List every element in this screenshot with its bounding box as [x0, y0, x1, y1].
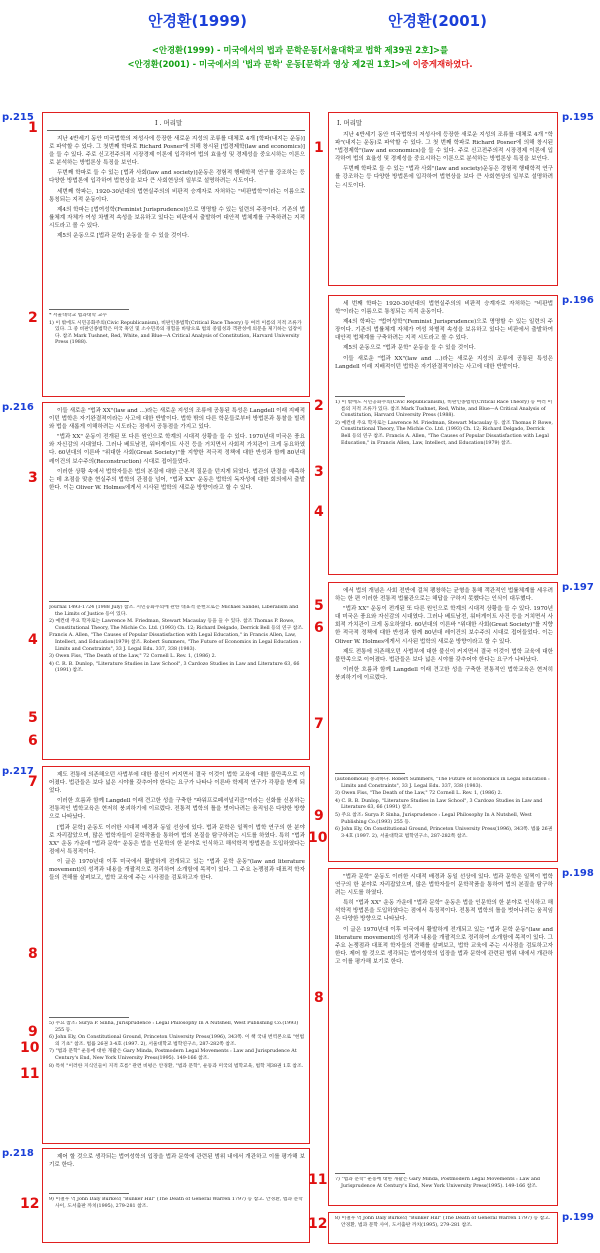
page-label-right-195: p.195 [562, 112, 594, 123]
marker-8-right: 8 [314, 990, 324, 1006]
page-label-left-218: p.218 [2, 1148, 34, 1159]
duplicate-notice: 이중게재하였다. [412, 59, 473, 69]
right-page-199 [328, 1212, 558, 1244]
body-text: "법과 문학" 운동도 이러한 시대적 배경과 동일 선상에 있다. 법과 문학은 일찍이 법학 연구의 한 분야로 자리잡았으며, 많은 법학자들이 문학작품을 통하여 법의 본질을 탐구하려는 시도를 하였다. 특히 "법과 XX" 운동 가운데 "법과 문학" 운동은 법을 인문학의 한 분야로 인식하고 해석학적 방법론을 도입하였다는 점에서 특징적이다. 전통적 법학의 틀을 벗어나려는 움직임은 다양한 방향으로 나타났다. 이 글은 1970년대 이후 미국에서 활발하게 전개되고 있는 "법과 문학 운동"(law and literature movement)의 성격과 내용을 개괄적으로 정리하여 소개함에 목적이 있다. 그 주요 논쟁점과 대표적 학자들의 견해를 살펴보고, 법학 교육에 주는 시사점을 검토하고자 한다. 제어 할 것으로 생각되는 법여성학의 입장을 법과 문학에 관련된 범위 내에서 개관하고 이를 평가해 보기로 한다. [335, 874, 553, 965]
body-text: 지난 4반세기 동안 미국법학의 저성사에 등장한 새로운 지성의 조류를 대체로 4개 "학파"(내지는 운동)로 파악할 수 있다. 그 첫 번째 학파로 Richard Posner에 의해 창시된 "법경제학"(law and economics)을 들 수 있다. 주로 신고전주의적 시장경제 이론에 입각하여 법의 효율성 및 경제성을 중요시하는 이론으로 분석하는 방법론상 특징을 보인다. 두번째 학파로 들 수 있는 "법과 사회"(law and society)운동은 경험적 행태학적 연구를 강조하는 등 다양한 방법론에 입각하여 법현상을 보다 큰 사회현상의 일부로 설명하려는 시도이다. [335, 132, 553, 189]
body-text: 제어 할 것으로 생각되는 법여성학의 입장을 법과 문학에 관련된 범위 내에서 개관하고 이를 평가해 보기로 한다. [49, 1154, 305, 1169]
footnotes: (autonomous) 붕괴하다. Robert Summers, "The Future of Economics in Legal Education : Limits and Constraints", 33 J. Legal Edu. 337, 338 (1983). 3) Owen Fiss, "The Death of the Law," 72 Cornell L. Rev. 1, (1986) 2. 4) C. R. B. Dunlop, "Literature Studies in Law School", 3 Cardozo Studies in Law and Literature 63, 66 (1991) 참조. 5) 주요 참조: Surya P. Sinha, Jurisprudence : Legal Philosophy In A Nutshell, West Publishing Co.(1993) 255 등. 6) John Ely, On Constitutional Ground, Princeton University Press(1996), 343쪽. 법률 26권 3·4호 (1997. 2), 서울대학교 법학연구소, 287-282쪽 참조. [335, 777, 553, 839]
marker-7-right: 7 [314, 716, 324, 732]
footnotes: 5) 주요 참조: Surya P. Sinha, Jurisprudence : Legal Philosophy In A Nutshell, West Publishing Co.(1993) 255 등. 6) John Ely, On Constitutional Ground, Princeton University Press(1996), 343쪽. 이 책 국내 번역본으로 "헌법의 기초" 참조. 법률 26권 3·4호 (1997. 2), 서울대학교 법학연구소, 287-282쪽 참조. 7) "법과 문학" 운동에 대한 개괄은 Gary Minda, Postmodern Legal Movements : Law and Jurisprudence At Century's End, New York University Press(1995). 149-166 참조. 8) 특히 "이러한 지식인들이 지적 흐름" 관련 비평은 안경환, "법과 문학", 운동과 미국의 법학교육, 법학 제38권 1호 참조. [49, 1021, 305, 1069]
right-page-196 [328, 295, 558, 575]
footnotes: 7) "법과 문학" 운동에 대한 개괄은 Gary Minda, Postmodern Legal Movements : Law and Jurisprudence At Century's End, New York University Press(1995). 149-166 참조. [335, 1177, 540, 1189]
body-text: 제도 전통에 의존해오던 사법부에 대한 불신이 커지면서 결국 이것이 법학 교육에 대한 불만족으로 이어졌다. 법관들은 보다 넓은 시야를 갖추어야 한다는 요구가 나타나 이른바 학제적 연구가 각광을 받게 되었다. 이러한 흐름과 함께 Langdell 이래 견고한 성을 구축한 "파워프로페셔널리즘"이라는 신화를 신봉하는 전통적인 법학교육은 현저히 붕괴하기에 이르렀다. 전통적 법학의 틀을 벗어나려는 움직임은 다양한 방향으로 나타났다. [법과 문학] 운동도 이러한 시대적 배경과 동일 선상에 있다. 법과 문학은 일찍이 법학 연구의 한 분야로 자리잡았으며, 많은 법학자들이 문학작품을 통하여 법의 본질을 탐구하려는 시도를 하였다. 특히 "법과 XX" 운동 가운데 "법과 문학" 운동은 법을 인문학의 한 분야로 인식하고 해석학적 방법론을 도입하였다는 점에서 특징적이다. 이 글은 1970년대 이후 미국에서 활발하게 전개되고 있는 "법과 문학 운동"(law and literature movement)의 성격과 내용을 개괄적으로 정리하여 소개함에 목적이 있다. 그 주요 논쟁점과 대표적 학자들의 견해를 살펴보고, 법학 교육에 주는 시사점을 검토하고자 한다. [49, 772, 305, 882]
marker-9-left: 9 [28, 1024, 38, 1040]
marker-12-right: 12 [308, 1216, 328, 1232]
section-heading: I. 머리말 [337, 119, 363, 127]
marker-11-right: 11 [308, 1172, 328, 1188]
page-label-right-197: p.197 [562, 582, 594, 593]
marker-3-right: 3 [314, 464, 324, 480]
footnotes: Journal 1493-1724 (1988 July) 참조. 시민공화주의에 관한 대표적 문헌으로는 Michael Sandel, Liberalism and the Limits of Justice 등이 있다. 2) 예컨대 주요 학자로는 Lawrence M. Friedman, Stewart Macaulay 등을 들 수 있다. 참조 Thomas P. Rowe, Constitutional Theory, The Michie Co. Ltd. (1993) Ch. 12; Richard Delgado, Derrick Bell 등의 연구 참조. Francis A. Allen, "The Causes of Popular Dissatisfaction with Legal Education," in Francis Allen, Law, Intellect, and Education(1979) 참조. Robert Summers, "The Future of Economics in Legal Education : Limits and Constraints", 33 J. Legal Edu. 337, 338 (1983). 3) Owen Fiss, "The Death of the Law," 72 Cornell L. Rev. 1, (1986) 2. 4) C. R. B. Dunlop, "Literature Studies in Law School", 3 Cardozo Studies in Law and Literature 63, 66 (1991) 참조. [49, 605, 304, 674]
marker-4-left: 4 [28, 632, 38, 648]
marker-8-left: 8 [28, 946, 38, 962]
marker-6-left: 6 [28, 733, 38, 749]
marker-2-left: 2 [28, 310, 38, 326]
footnotes: 9) 이철우 역 John Daly Burke의 "Bunker Hill" (The Death of General Warren 1797) 등 참고. 안경환, 법과 문학 사이, 도서출판 까치(1995), 279-281 참조. [49, 1197, 303, 1209]
right-page-198 [328, 868, 558, 1206]
left-page-218 [42, 1148, 310, 1243]
marker-1-left: 1 [28, 120, 38, 136]
footnotes: 1) 이 밖에도 시민공화주의(Civic Republicanism), 비판인종법학(Critical Race Theory) 등 여러 이름의 지적 조류가 있다. 참조 Mark Tushnet, Red, White, and Blue—A Critical Analysis of Constitution, Harvard University Press (1988). 2) 예컨대 주요 학자로는 Lawrence M. Friedman, Stewart Macaulay 등. 참조 Thomas P. Rowe, Constitutional Theory, The Michie Co. Ltd. (1993) Ch. 12; Richard Delgado, Derrick Bell 등의 연구 참조. Francis A. Allen, "The Causes of Popular Dissatisfaction with Legal Education," in Francis Allen, Law, Intellect, and Education(1979) 참조. [335, 400, 553, 446]
marker-2-right: 2 [314, 398, 324, 414]
subtitle-line-2: <안경환(2001) - 미국에서의 '법과 문학' 운동[문학과 영상 제2권 1호]>에 이중게재하였다. [127, 59, 473, 69]
marker-10-left: 10 [20, 1040, 40, 1056]
footnotes: * 서울대학교 법과대학 교수 1) 이 밖에도 시민공화주의(Civic Republicanism), 비판인종법학(Critical Race Theory) 등 여러 이름의 지적 조류가 있다. 그 중 비판인종법학은 미국 흑인 및 소수민족의 경험을 바탕으로 법의 중립성과 객관성에 의문을 제기하는 입장이다. 참조 Mark Tushnet, Red, White, and Blue—A Critical Analysis of Constitution, Harvard University Press (1988). [49, 313, 302, 346]
page-label-right-198: p.198 [562, 868, 594, 879]
page-label-right-199: p.199 [562, 1212, 594, 1223]
footnotes: 8) 이철우 역 John Daly Burke의 "Bunker Hill" (The Death of General Warren 1797) 등 참고. 안경환, 법과 문학 사이, 도서출판 까치(1995), 279-281 참조. [335, 1216, 551, 1228]
marker-6-right: 6 [314, 620, 324, 636]
marker-12-left: 12 [20, 1196, 40, 1212]
left-page-216 [42, 402, 310, 760]
marker-7-left: 7 [28, 774, 38, 790]
marker-9-right: 9 [314, 808, 324, 824]
marker-11-left: 11 [20, 1066, 40, 1082]
marker-3-left: 3 [28, 470, 38, 486]
marker-10-right: 10 [308, 830, 328, 846]
body-text: 세 번째 학파는 1920-30년대의 법현실주의의 비판적 승계자로 자처하는 "비판법학"이라는 이름으로 통칭되는 지적 운동이다. 제4의 학파는 "법여성학"(Feminist Jurisprudence)으로 명명할 수 있는 일련의 주장이다. 기존의 법률체계 자체가 여성 차별적 속성을 보유하고 있다는 비판에서 출발하여 대안적 법체계를 구축하려는 지적 시도라고 볼 수 있다. 제5의 운동으로 "법과 문학" 운동을 들 수 있을 것이다. 이들 새로운 "법과 XX"(law and ...)라는 새로운 지성의 조류에 공통된 특성은 Langdell 이래 지배적이던 법학은 자기완결적이라는 사고에 대한 반발이다. [335, 301, 553, 370]
subtitle-line-1: <안경환(1999) - 미국에서의 법과 문학운동[서울대학교 법학 제39권 2호]>를 [151, 45, 449, 55]
left-page-215 [42, 112, 310, 397]
marker-5-right: 5 [314, 598, 324, 614]
marker-1-right: 1 [314, 140, 324, 156]
page-label-left-216: p.216 [2, 402, 34, 413]
page-label-left-217: p.217 [2, 766, 34, 777]
left-page-217 [42, 766, 310, 1144]
page-label-left-215: p.215 [2, 112, 34, 123]
section-heading: I . 머리말 [155, 119, 183, 127]
body-text: 에서 법의 개념은 사회 전반에 걸쳐 팽창하는 균형을 통해 객관적인 법률체계를 세우려 하는 한 편 이러한 전통적 법률관으로는 해답을 구하지 못했다는 인식이 대두했다. "법과 XX" 운동이 전개된 또 다른 원인으로 학계의 시대적 상황을 들 수 있다. 1970년대 미국은 풍요와 자신감의 시대였다. 그러나 베트남전, 워터게이트 사건 등을 거치면서 사회적 가치관이 크게 동요하였다. 60년대의 이른바 "위대한 사회(Great Society)"를 지향한 적극적 정책에 대한 반성과 함께 80년대 레이건의 보수주의 시대로 접어들었다. 이는 Oliver W. Holmes에게서 시사된 법학의 새로운 방향이라고 할 수 있다. 제도 전통에 의존해오던 사법부에 대한 불신이 커지면서 결국 이것이 법학 교육에 대한 불만족으로 이어졌다. 법관들은 보다 넓은 시야를 갖추어야 한다는 요구가 나타났다. 이러한 흐름과 함께 Langdell 이래 견고한 성을 구축한 전통적인 법학교육은 현저히 붕괴하기에 이르렀다. [335, 588, 553, 681]
left-title: 안경환(1999) [148, 12, 247, 30]
marker-5-left: 5 [28, 710, 38, 726]
right-page-195 [328, 112, 558, 286]
body-text: 지난 4반세기 동안 미국법학의 저성사에 등장한 새로운 지성의 조류를 대체로 4개 [학파(내지는 운동)]로 파악할 수 있다. 그 첫번째 학파로 Richard Posner에 의해 창시된 [법경제학(law and economics)]을 들 수 있다. 주로 신고전주의적 시장경제 이론에 입각하여 법의 효율성 및 경제성을 중요시하는 이론으로 분석하는 방법론상 특징을 보인다. 두번째 학파로 들 수 있는 [법과 사회(law and society)]운동은 경험적 행태학적 연구를 강조하는 등 다양한 방법론에 입각하여 법현상을 보다 큰 사회현상의 일부로 설명하려는 시도이다. 세번째 학파는, 1920-30년대의 법현실주의의 비판적 승계자로 자처하는 "비판법학"이라는 이름으로 통칭되는 지적 운동이다. 제4의 학파는 [법여성학(Feminist Jurisprudence)]으로 명명할 수 있는 일련의 주장이다. 기존의 법률체계 자체가 여성 차별적 속성을 보유하고 있다는 비판에서 출발하여 대안적 법체계를 구축하려는 지적 시도라고 볼 수 있다. 제5의 운동으로 [법과 문학] 운동을 들 수 있을 것이다. [49, 136, 305, 240]
right-title: 안경환(2001) [388, 12, 487, 30]
right-page-197 [328, 582, 558, 862]
page-label-right-196: p.196 [562, 295, 594, 306]
body-text: 이들 새로운 "법과 XX"(law and ...)라는 새로운 지성의 조류에 공통된 특성은 Langdell 이래 지배적이던 법학은 자기완결적이라는 사고에 대한 반발이다. 법학 밖의 다른 학문들로부터 방법론과 통찰을 빌려와 법을 새롭게 이해하려는 시도라는 점에서 공통점을 가지고 있다. "법과 XX" 운동이 전개된 또 다른 원인으로 학계의 시대적 상황을 들 수 있다. 1970년대 미국은 풍요와 자신감의 시대였다. 그러나 베트남전, 워터게이트 사건 등을 거치면서 사회적 가치관이 크게 동요하였다. 60년대의 이른바 "위대한 사회(Great Society)"를 지향한 적극적 정책에 대한 반성과 함께 80년대 레이건의 보수주의(Reconstruction) 시대로 접어들었다. 이러한 상황 속에서 법학자들은 법의 본질에 대한 근본적 질문을 던지게 되었다. 법관의 판결을 예측하는 데 초점을 맞춘 현실주의 법학의 관점을 넘어, "법과 XX" 운동은 법학의 독자성에 대한 회의에서 출발한다. 이는 Oliver W. Holmes에게서 시사된 법학의 새로운 방향이라고 할 수 있다. [49, 408, 305, 491]
marker-4-right: 4 [314, 504, 324, 520]
